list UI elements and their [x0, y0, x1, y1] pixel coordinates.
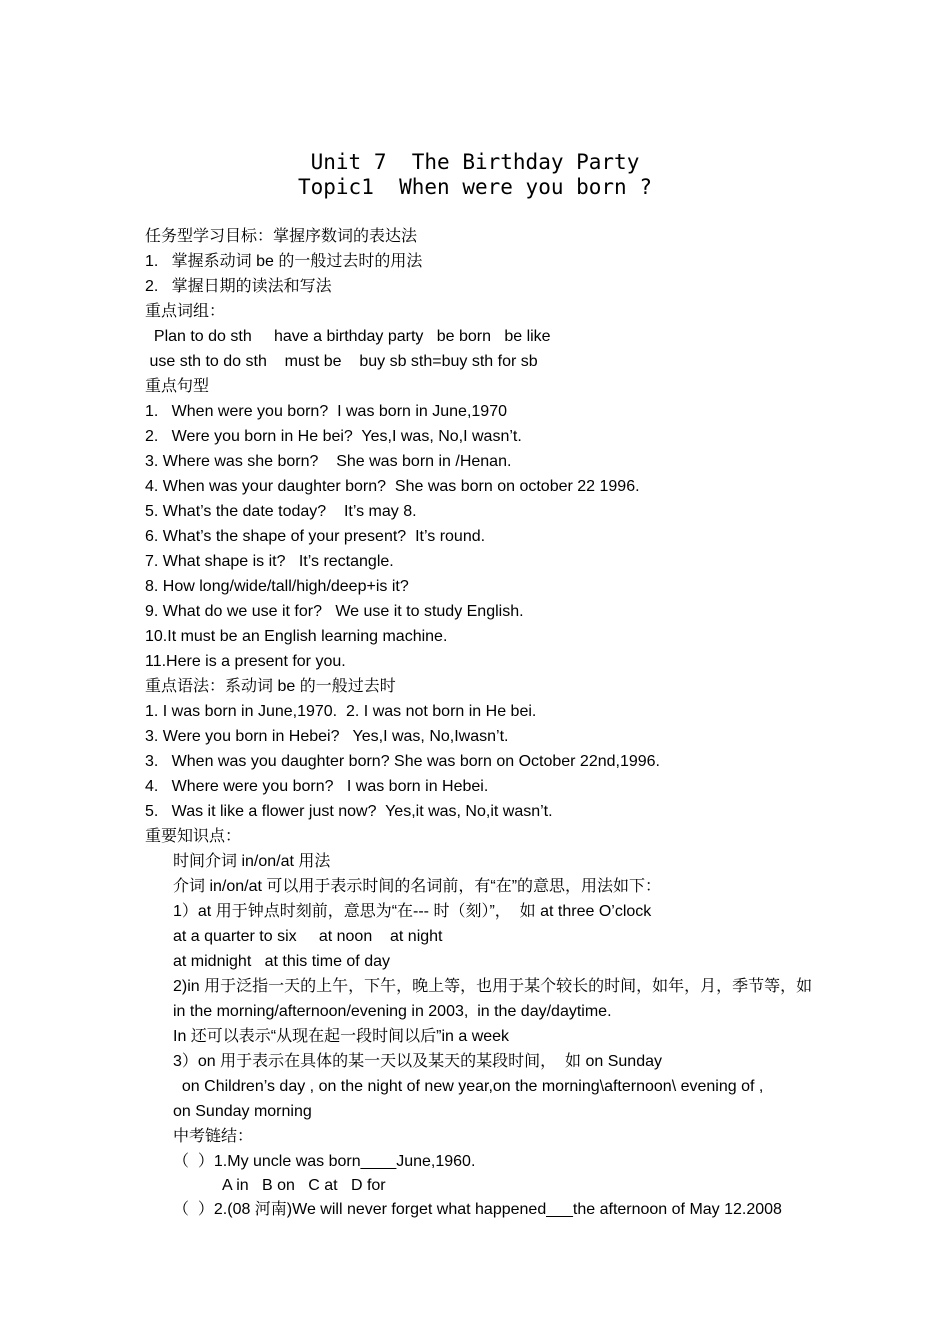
objectives-heading: 任务型学习目标：掌握序数词的表达法: [145, 228, 418, 245]
exam-link-heading: 中考链结：: [173, 1128, 254, 1145]
phrases-line: use sth to do sth must be buy sb sth=buy sth for sb: [145, 353, 538, 370]
title-line-1: Unit 7 The Birthday Party: [310, 150, 640, 174]
knowledge-heading: 重要知识点：: [145, 828, 242, 845]
sentence-item: 9. What do we use it for? We use it to study English.: [145, 603, 524, 620]
grammar-item: 3. When was you daughter born? She was born on October 22nd,1996.: [145, 753, 660, 770]
knowledge-line: 2)in 用于泛指一天的上午，下午，晚上等，也用于某个较长的时间，如年，月，季节等，如: [173, 978, 813, 995]
grammar-item: 3. Were you born in Hebei? Yes,I was, No,Iwasn’t.: [145, 728, 509, 745]
exam-question-1-options: A in B on C at D for: [222, 1177, 386, 1194]
sentence-item: 6. What’s the shape of your present? It’s round.: [145, 528, 486, 545]
knowledge-line: In 还可以表示“从现在起一段时间以后”in a week: [173, 1028, 510, 1045]
knowledge-line: at a quarter to six at noon at night: [173, 928, 443, 945]
objective-item: 1. 掌握系动词 be 的一般过去时的用法: [145, 253, 423, 270]
sentence-item: 3. Where was she born? She was born in /Henan.: [145, 453, 512, 470]
phrases-heading: 重点词组：: [145, 303, 226, 320]
knowledge-line: 1）at 用于钟点时刻前，意思为“在--- 时（刻）”， 如 at three O’clock: [173, 903, 652, 920]
exam-question-1: （ ）1.My uncle was born____June,1960.: [173, 1153, 476, 1170]
exam-question-2: （ ）2.(08 河南)We will never forget what happened___the afternoon of May 12.2008: [173, 1201, 782, 1218]
sentence-item: 7. What shape is it? It’s rectangle.: [145, 553, 394, 570]
sentence-item: 5. What’s the date today? It’s may 8.: [145, 503, 417, 520]
knowledge-line: on Children’s day , on the night of new year,on the morning\afternoon\ evening of ,: [173, 1078, 764, 1095]
sentence-item: 8. How long/wide/tall/high/deep+is it?: [145, 578, 409, 595]
sentence-item: 2. Were you born in He bei? Yes,I was, No,I wasn’t.: [145, 428, 522, 445]
knowledge-line: on Sunday morning: [173, 1103, 312, 1120]
knowledge-line: 介词 in/on/at 可以用于表示时间的名词前，有“在”的意思，用法如下：: [173, 878, 662, 895]
grammar-item: 5. Was it like a flower just now? Yes,it was, No,it wasn’t.: [145, 803, 553, 820]
sentence-item: 4. When was your daughter born? She was born on october 22 1996.: [145, 478, 640, 495]
knowledge-line: in the morning/afternoon/evening in 2003, in the day/daytime.: [173, 1003, 612, 1020]
phrases-line: Plan to do sth have a birthday party be born be like: [145, 328, 551, 345]
title-line-2: Topic1 When were you born ?: [297, 175, 652, 199]
sentence-item: 11.Here is a present for you.: [145, 653, 346, 670]
grammar-item: 1. I was born in June,1970. 2. I was not born in He bei.: [145, 703, 537, 720]
sentences-heading: 重点句型: [145, 378, 210, 395]
sentence-item: 10.It must be an English learning machine.: [145, 628, 448, 645]
objective-item: 2. 掌握日期的读法和写法: [145, 278, 332, 295]
sentence-item: 1. When were you born? I was born in June,1970: [145, 403, 507, 420]
knowledge-line: 3）on 用于表示在具体的某一天以及某天的某段时间， 如 on Sunday: [173, 1053, 662, 1070]
knowledge-line: at midnight at this time of day: [173, 953, 390, 970]
knowledge-line: 时间介词 in/on/at 用法: [173, 853, 331, 870]
grammar-heading: 重点语法：系动词 be 的一般过去时: [145, 678, 396, 695]
grammar-item: 4. Where were you born? I was born in Hebei.: [145, 778, 489, 795]
